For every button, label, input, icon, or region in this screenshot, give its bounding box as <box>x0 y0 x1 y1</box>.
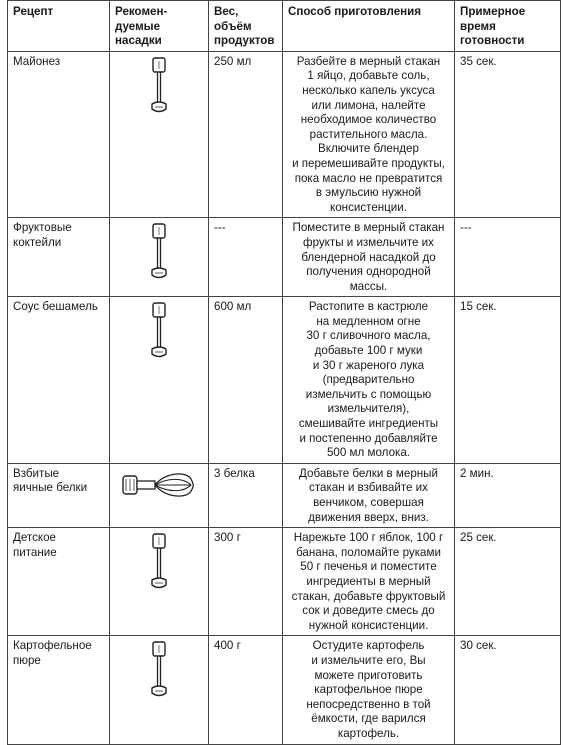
recipe-name-cell: Майонез <box>8 51 110 218</box>
attachment-cell <box>110 297 209 464</box>
header-attachment: Рекомен- дуемые насадки <box>110 1 209 52</box>
attachment-cell <box>110 463 209 527</box>
time-cell: 30 сек. <box>455 636 561 744</box>
attachment-cell <box>110 636 209 744</box>
header-recipe: Рецепт <box>8 1 110 52</box>
time-cell: 25 сек. <box>455 528 561 636</box>
amount-cell: 250 мл <box>209 51 283 218</box>
recipe-name-cell: Детское питание <box>8 528 110 636</box>
table-row <box>8 528 561 636</box>
time-cell: 15 сек. <box>455 297 561 464</box>
recipes-table <box>7 0 561 745</box>
blender-stick-icon <box>148 641 170 701</box>
method-cell: Растопите в кастрюле на медленном огне 30 г сливочного масла, добавьте 100 г муки и 30 г жареного лука (предварительно измельчить с помощью измельчителя), смешивайте ингредиенты и постепенно добавляйте 500 мл молока. <box>283 297 455 464</box>
blender-stick-icon <box>148 533 170 593</box>
attachment-cell <box>110 528 209 636</box>
header-time: Примерное время готовности <box>455 1 561 52</box>
recipe-name-cell: Картофельное пюре <box>8 636 110 744</box>
table-row <box>8 218 561 297</box>
method-cell: Разбейте в мерный стакан 1 яйцо, добавьте соль, несколько капель уксуса или лимона, налейте необходимое количество растительного масла. Включите блендер и перемешивайте продукты, пока масло не превратится в эмульсию нужной консистенции. <box>283 51 455 218</box>
amount-cell: 3 белка <box>209 463 283 527</box>
attachment-cell <box>110 218 209 297</box>
recipe-name-cell: Соус бешамель <box>8 297 110 464</box>
blender-stick-icon <box>148 57 170 117</box>
header-method: Способ приготовления <box>283 1 455 52</box>
header-amount: Вес, объём продуктов <box>209 1 283 52</box>
amount-cell: --- <box>209 218 283 297</box>
blender-stick-icon <box>148 302 170 362</box>
amount-cell: 300 г <box>209 528 283 636</box>
table-row <box>8 51 561 218</box>
time-cell: 2 мин. <box>455 463 561 527</box>
method-cell: Остудите картофель и измельчите его, Вы можете приготовить картофельное пюре непосредственно в той ёмкости, где варился картофель. <box>283 636 455 744</box>
table-row <box>8 636 561 744</box>
whisk-icon <box>121 469 197 501</box>
recipe-name-cell: Взбитые яичные белки <box>8 463 110 527</box>
method-cell: Добавьте белки в мерный стакан и взбивайте их венчиком, совершая движения вверх, вниз. <box>283 463 455 527</box>
method-cell: Нарежьте 100 г яблок, 100 г банана, поломайте руками 50 г печенья и поместите ингредиенты в мерный стакан, добавьте фруктовый сок и доведите смесь до нужной консистенции. <box>283 528 455 636</box>
amount-cell: 600 мл <box>209 297 283 464</box>
recipe-name-cell: Фруктовые коктейли <box>8 218 110 297</box>
time-cell: --- <box>455 218 561 297</box>
time-cell: 35 сек. <box>455 51 561 218</box>
table-row <box>8 463 561 527</box>
method-cell: Поместите в мерный стакан фрукты и измельчите их блендерной насадкой до получения однородной массы. <box>283 218 455 297</box>
blender-stick-icon <box>148 223 170 283</box>
table-row <box>8 297 561 464</box>
amount-cell: 400 г <box>209 636 283 744</box>
attachment-cell <box>110 51 209 218</box>
header-row <box>8 1 561 52</box>
